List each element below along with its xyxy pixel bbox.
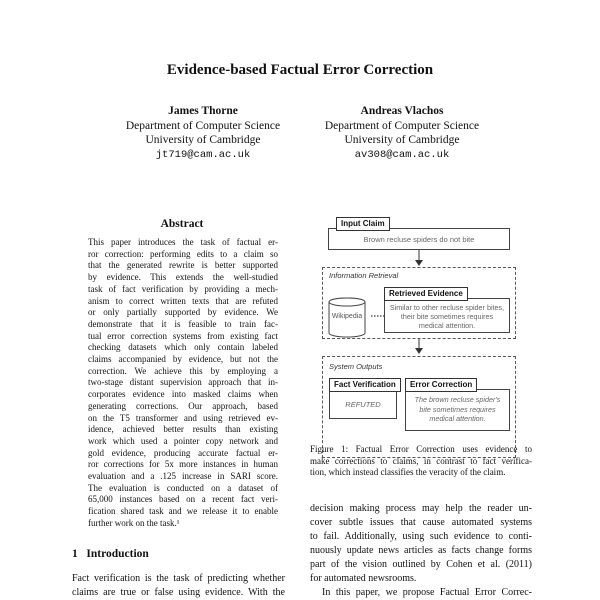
text-line: to fail. Additionally, using such evidence to conti- <box>310 531 532 542</box>
text-line: evaluation and a .125 increase in SARI score. <box>88 471 278 482</box>
text-line: Fact verification is the task of predicting whether <box>72 573 285 584</box>
input-claim-label: Input Claim <box>336 217 390 231</box>
abstract-heading: Abstract <box>160 218 204 230</box>
text-line: Figure 1: Factual Error Correction uses evidence to <box>310 444 532 454</box>
text-line: generating corrections. Our approach, based <box>88 400 278 411</box>
author-email: av308@cam.ac.uk <box>354 148 450 161</box>
error-correction-text: The brown recluse spider's bite sometimes requires medical attention. <box>414 395 501 423</box>
text-line: tion, which instead classifies the veracity of the claim. <box>310 467 506 477</box>
text-line: This paper introduces the task of factual er- <box>88 237 278 247</box>
text-line: by evidence. This extends the well-studied <box>88 272 278 283</box>
text-line: idence, achieved better results than existing <box>88 424 278 435</box>
fact-verification-text: REFUTED <box>345 400 381 409</box>
author-dept: Department of Computer Science <box>125 119 281 132</box>
text-line: claims accompanied by evidence, but not the <box>88 354 278 365</box>
evidence-box <box>384 298 510 333</box>
text-line: The evaluation is conducted on a dataset of <box>88 482 278 493</box>
fact-verification-box <box>329 389 397 419</box>
text-line: corporates evidence into masked claims when <box>88 389 278 400</box>
text-line: make corrections to claims, in contrast to fact verifica- <box>310 455 532 466</box>
error-correction-label: Error Correction <box>405 378 477 392</box>
author-dept: Department of Computer Science <box>324 119 480 132</box>
paper-title: Evidence-based Factual Error Correction <box>166 62 434 78</box>
system-outputs-label: System Outputs <box>329 362 383 371</box>
right-column-body <box>310 502 532 600</box>
text-line: cover subtle issues that cause automated systems <box>310 517 532 528</box>
author-univ: University of Cambridge <box>344 134 460 146</box>
text-line: nuously update news articles as facts change forms <box>310 545 532 556</box>
text-line: tual error correction systems from existing fact <box>88 330 278 341</box>
ir-label: Information Retrieval <box>329 271 399 280</box>
text-line: ror correction: performing edits to a claim so <box>88 248 278 259</box>
text-line: 65,000 instances based on a recent fact veri- <box>88 494 278 505</box>
text-line: task of fact verification by providing a mech- <box>88 283 278 294</box>
author-email: jt719@cam.ac.uk <box>155 148 251 161</box>
error-correction-box <box>405 389 510 431</box>
author-univ: University of Cambridge <box>145 134 261 146</box>
section-title: Introduction <box>86 548 149 560</box>
text-line: further work on the task.¹ <box>88 517 180 528</box>
text-line: correction. We achieve this by employing a <box>88 365 278 376</box>
author-name: James Thorne <box>168 105 238 117</box>
text-line: on the T5 transformer and using retrieved ev- <box>88 412 278 423</box>
text-line: demonstrate that it is feasible to train fac- <box>88 318 278 329</box>
text-line: or only partially supported by evidence. We <box>88 307 278 318</box>
text-line: work which used a pointer copy network and <box>88 435 278 446</box>
text-line: fication shared task and we release it to enable <box>88 506 278 517</box>
text-line: for automated newsrooms. <box>310 573 417 584</box>
text-line: that the generated rewrite is better supported <box>88 260 278 271</box>
text-line: anism to correct written texts that are refuted <box>88 295 278 306</box>
fact-verification-label: Fact Verification <box>329 378 401 392</box>
section-number: 1 <box>72 548 78 560</box>
text-line: two-stage distant supervision approach that in- <box>88 377 278 388</box>
evidence-text: Similar to other recluse spider bites, their bite sometimes requires medical attention. <box>389 303 505 330</box>
input-claim-text: Brown recluse spiders do not bite <box>363 235 475 244</box>
text-line: part of the vision outlined by Cohen et al. (2011) <box>310 559 532 570</box>
figure-caption <box>310 444 532 479</box>
text-line: checking datasets which only contain labeled <box>88 342 278 353</box>
text-line: gold evidence, producing accurate factual er- <box>88 447 278 458</box>
text-line: In this paper, we propose Factual Error Correc- <box>322 587 532 598</box>
author-name: Andreas Vlachos <box>360 105 444 117</box>
text-line: ror corrections for 5x more instances in human <box>88 459 278 470</box>
text-line: decision making process may help the reader un- <box>310 503 532 514</box>
wikipedia-label: Wikipedia <box>331 313 363 320</box>
evidence-label: Retrieved Evidence <box>384 287 468 301</box>
arrow-head <box>415 260 423 266</box>
text-line: claims are true or false using evidence. With the <box>72 587 285 598</box>
arrow-head <box>415 348 423 354</box>
